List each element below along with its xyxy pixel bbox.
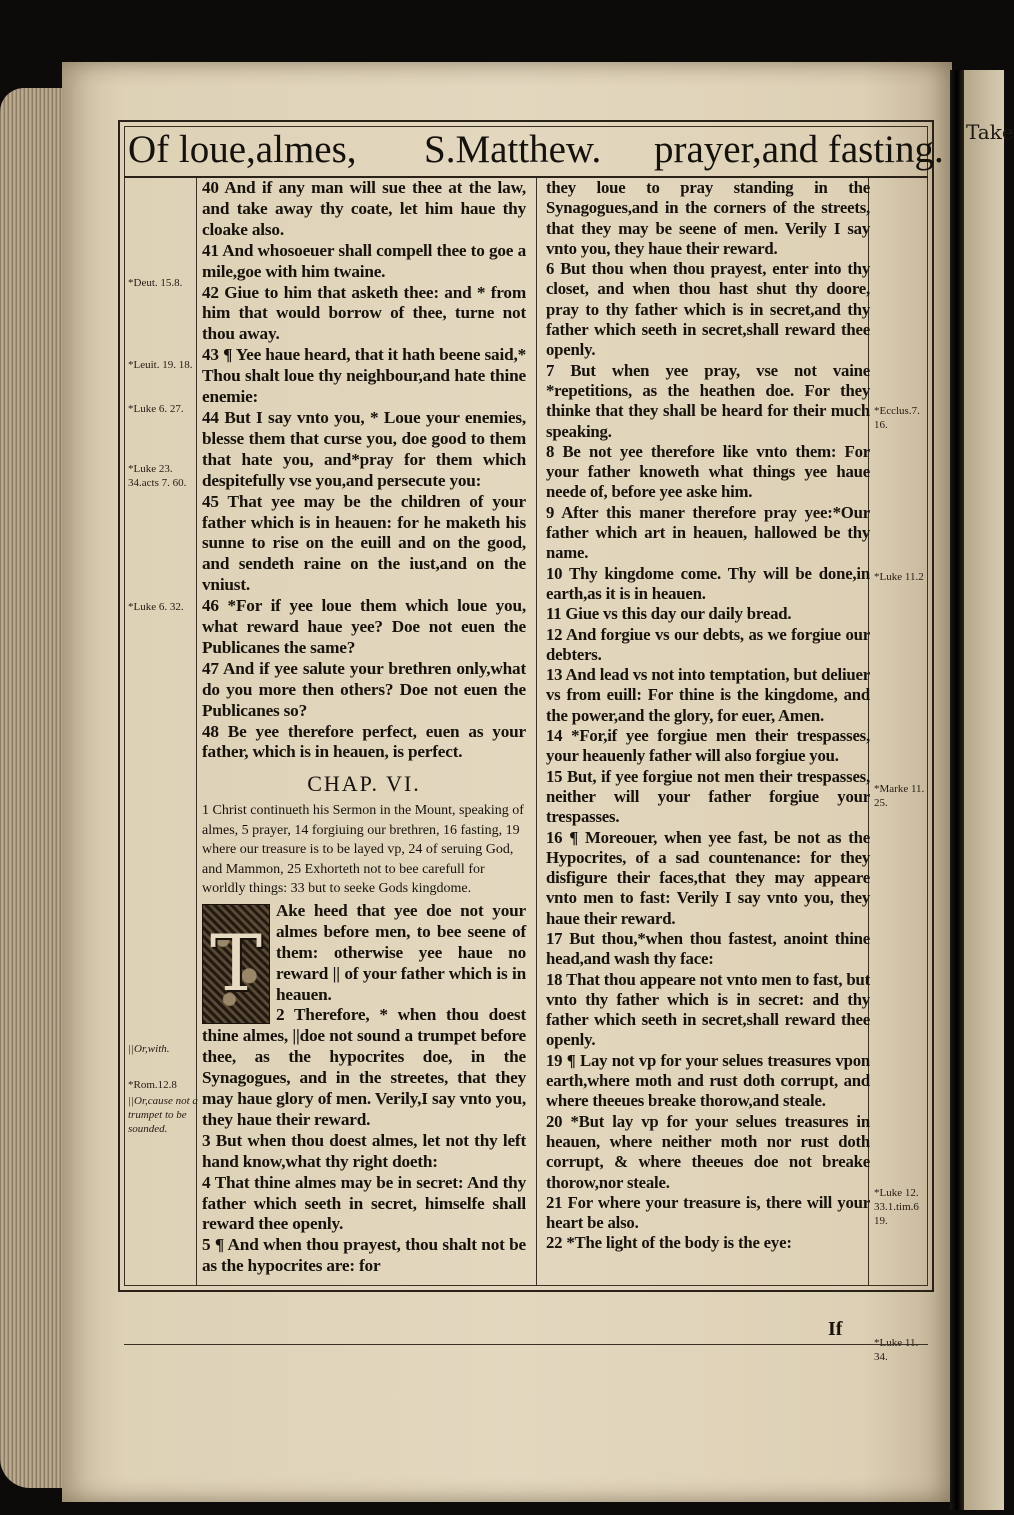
- verse: 40 And if any man will sue thee at the law, and take away thy coate, let him haue thy cloake also.: [202, 178, 526, 239]
- verse: 2 Therefore, * when thou doest thine almes, ||doe not sound a trumpet before thee, as the hypocrites doe, in the Synagogues, and in the streetes, that they may haue glory of men. Verily,I say vnto you, they haue their reward.: [202, 1005, 526, 1129]
- verse: 47 And if yee salute your brethren only,what do you more then others? Doe not euen the Publicanes so?: [202, 658, 526, 720]
- margin-note: ||Or,with.: [128, 1043, 170, 1055]
- margin-note: *Deut. 15.8.: [128, 277, 183, 289]
- margin-note: *Luke 6. 32.: [128, 601, 184, 613]
- verse: 10 Thy kingdome come. Thy will be done,in earth,as it is in heauen.: [546, 563, 870, 603]
- facing-page-fragment: Take: [966, 120, 1014, 144]
- facing-page-edge: [964, 70, 1014, 1510]
- margin-note: *Luke 12. 33.1.tim.6 19.: [874, 1187, 919, 1227]
- verse: 43 ¶ Yee haue heard, that it hath beene said,* Thou shalt loue thy neighbour,and hate thine enemie:: [202, 345, 526, 407]
- running-head-left: Of loue,almes,: [128, 128, 357, 171]
- verse: 8 Be not yee therefore like vnto them: For your father knoweth what things yee haue neede of, before yee aske him.: [546, 441, 870, 502]
- verse: 22 *The light of the body is the eye:: [546, 1233, 792, 1253]
- margin-note: ||Or,cause not a trumpet to be sounded.: [128, 1095, 198, 1135]
- verse: 19 ¶ Lay not vp for your selues treasures vpon earth,where moth and rust doth corrupt, and where theeues breake thorow,and steale.: [546, 1050, 870, 1111]
- dropcap-letter: T: [209, 918, 263, 1009]
- footer-rule: [124, 1344, 928, 1345]
- verse: 7 But when yee pray, vse not vaine *repetitions, as the heathen doe. For they thinke that they shall be heard for their much speaking.: [546, 360, 870, 441]
- margin-note: *Rom.12.8: [128, 1079, 177, 1091]
- running-head-center: S.Matthew.: [424, 128, 602, 171]
- verse: 13 And lead vs not into temptation, but deliuer vs from euill: For thine is the kingdome, and the power,and the glory, for euer, Amen.: [546, 665, 870, 725]
- margin-note: *Luke 6. 27.: [128, 403, 184, 415]
- verse: 21 For where your treasure is, there will your heart be also.: [546, 1192, 870, 1233]
- verse: 9 After this maner therefore pray yee:*Our father which art in heauen, hallowed be thy name.: [546, 502, 870, 563]
- margin-note: *Luke 23. 34.acts 7. 60.: [128, 463, 187, 489]
- running-head-right: prayer,and fasting.: [654, 128, 944, 171]
- verse: 4 That thine almes may be in secret: And thy father which seeth in secret, himselfe shall reward thee openly.: [202, 1172, 526, 1234]
- verse: 15 But, if yee forgiue not men their trespasses, neither will your father forgiue your trespasses.: [546, 766, 870, 827]
- verse: 17 But thou,*when thou fastest, anoint thine head,and wash thy face:: [546, 928, 870, 969]
- verse: 11 Giue vs this day our daily bread.: [546, 604, 792, 624]
- verse: they loue to pray standing in the Synagogues,and in the corners of the streets, that they may be seene of men. Verily I say vnto you, they haue their reward.: [546, 178, 870, 258]
- chapter-opening: [202, 900, 526, 1009]
- margin-note: *Luke 11.2: [874, 571, 924, 583]
- margin-note: *Leuit. 19. 18.: [128, 359, 193, 371]
- verse: 44 But I say vnto you, * Loue your enemies, blesse them that curse you, doe good to them that hate you, and*pray for them which despitefully vse you,and persecute you:: [202, 407, 526, 490]
- right-text-column: [546, 178, 870, 1254]
- verse: 16 ¶ Moreouer, when yee fast, be not as the Hypocrites, of a sad countenance: for they disfigure their faces,that they may appeare vnto men to fast: Verily I say vnto you, they haue their reward.: [546, 827, 870, 928]
- chapter-heading: CHAP. VI.: [307, 771, 421, 797]
- verse: 14 *For,if yee forgiue men their trespasses, your heauenly father will also forgiue you.: [546, 726, 870, 766]
- verse: 46 *For if yee loue them which loue you, what reward haue yee? Doe not euen the Publicanes the same?: [202, 596, 526, 657]
- margin-note: *Luke 11. 34.: [874, 1337, 919, 1363]
- catchword: If: [828, 1318, 843, 1340]
- verse: 20 *But lay vp for your selues treasures in heauen, where neither moth nor rust doth corrupt, & where theeues doe not breake thorow,nor steale.: [546, 1111, 870, 1192]
- column-divider: [536, 178, 537, 1286]
- verse: 42 Giue to him that asketh thee: and * from him that would borrow of thee, turne not thou away.: [202, 282, 526, 344]
- ornamental-dropcap: [202, 904, 270, 1024]
- chapter-summary: 1 Christ continueth his Sermon in the Mount, speaking of almes, 5 prayer, 14 forgiuing our brethren, 16 fasting, 19 where our treasure is to be layed vp, 24 of seruing God, and Mammon, 25 Exhorteth not to bee carefull for worldly things: 33 but to seeke Gods kingdome.: [202, 803, 524, 897]
- verse: 45 That yee may be the children of your father which is in heauen: for he maketh his sunne to rise on the euill and on the good, and sendeth raine on the iust,and on the vniust.: [202, 491, 526, 595]
- verse: 6 But thou when thou prayest, enter into thy closet, and when thou hast shut thy doore, pray to thy father which is in secret,and thy father which seeth in secret,shall reward thee openly.: [546, 259, 870, 360]
- verse: 41 And whosoeuer shall compell thee to goe a mile,goe with him twaine.: [202, 240, 526, 281]
- margin-note: *Ecclus.7. 16.: [874, 405, 920, 431]
- margin-note: *Marke 11. 25.: [874, 783, 925, 809]
- book-gutter: [950, 70, 964, 1510]
- verse: 18 That thou appeare not vnto men to fast, but vnto thy father which is in secret: and thy father which seeth in secret,shall reward thee openly.: [546, 969, 870, 1050]
- left-text-column: [202, 178, 526, 1277]
- verse: 5 ¶ And when thou prayest, thou shalt not be as the hypocrites are: for: [202, 1235, 526, 1276]
- verse: 3 But when thou doest almes, let not thy left hand know,what thy right doeth:: [202, 1130, 526, 1171]
- verse: 48 Be yee therefore perfect, euen as your father, which is in heauen, is perfect.: [202, 721, 526, 762]
- verse: 12 And forgiue vs our debts, as we forgiue our debters.: [546, 624, 870, 664]
- opening-verse: Ake heed that yee doe not your almes before men, to bee seene of them: otherwise yee haue no reward || of your father which is in heauen.: [276, 900, 526, 1004]
